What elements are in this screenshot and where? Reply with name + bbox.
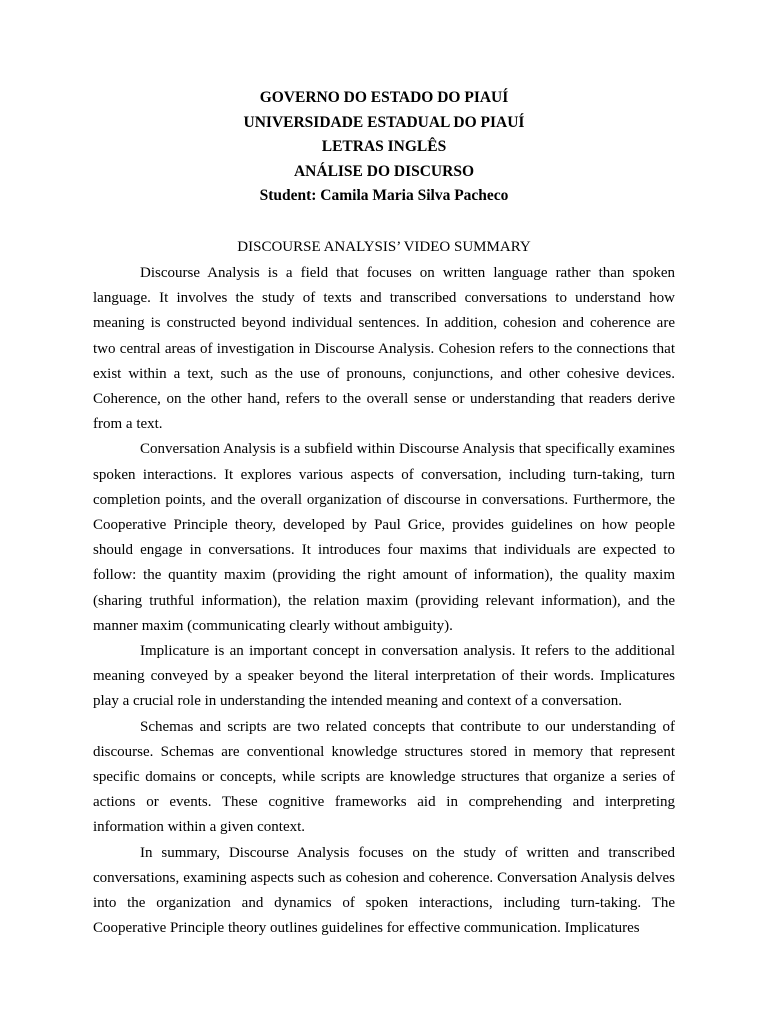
document-title: DISCOURSE ANALYSIS’ VIDEO SUMMARY (237, 239, 531, 255)
document-header (93, 86, 675, 209)
paragraph: In summary, Discourse Analysis focuses on the study of written and transcribed conversations, examining aspects such as cohesion and coherence. Conversation Analysis delves into the organization and dynamics of spoken interactions, including turn-taking. The Cooperative Principle theory outlines guidelines for effective communication. Implicatures (93, 844, 675, 937)
paragraph: Conversation Analysis is a subfield within Discourse Analysis that specifically examines spoken interactions. It explores various aspects of conversation, including turn-taking, turn completion points, and the overall organization of discourse in conversations. Furthermore, the Cooperative Principle theory, developed by Paul Grice, provides guidelines on how people should engage in conversations. It introduces four maxims that individuals are expected to follow: the quantity maxim (providing the right amount of information), the quality maxim (sharing truthful information), the relation maxim (providing relevant information), and the manner maxim (communicating clearly without ambiguity). (93, 441, 675, 634)
paragraph: Schemas and scripts are two related concepts that contribute to our understanding of discourse. Schemas are conventional knowledge structures stored in memory that represent specific domains or concepts, while scripts are knowledge structures that organize a series of actions or events. These cognitive frameworks aid in comprehending and interpreting information within a given context. (93, 718, 675, 836)
student-name: Student: Camila Maria Silva Pacheco (259, 187, 509, 204)
document-body (93, 261, 675, 941)
government-name: GOVERNO DO ESTADO DO PIAUÍ (259, 89, 509, 106)
paragraph: Implicature is an important concept in conversation analysis. It refers to the additional meaning conveyed by a speaker beyond the literal interpretation of their words. Implicatures play a crucial role in understanding the intended meaning and context of a conversation. (93, 643, 675, 710)
paragraph: Discourse Analysis is a field that focuses on written language rather than spoken language. It involves the study of texts and transcribed conversations to understand how meaning is constructed beyond individual sentences. In addition, cohesion and coherence are two central areas of investigation in Discourse Analysis. Cohesion refers to the connections that exist within a text, such as the use of pronouns, conjunctions, and other cohesive devices. Coherence, on the other hand, refers to the overall sense or understanding that readers derive from a text. (93, 265, 675, 433)
course-name: LETRAS INGLÊS (321, 138, 447, 155)
university-name: UNIVERSIDADE ESTADUAL DO PIAUÍ (243, 113, 525, 131)
subject-name: ANÁLISE DO DISCURSO (293, 162, 474, 180)
